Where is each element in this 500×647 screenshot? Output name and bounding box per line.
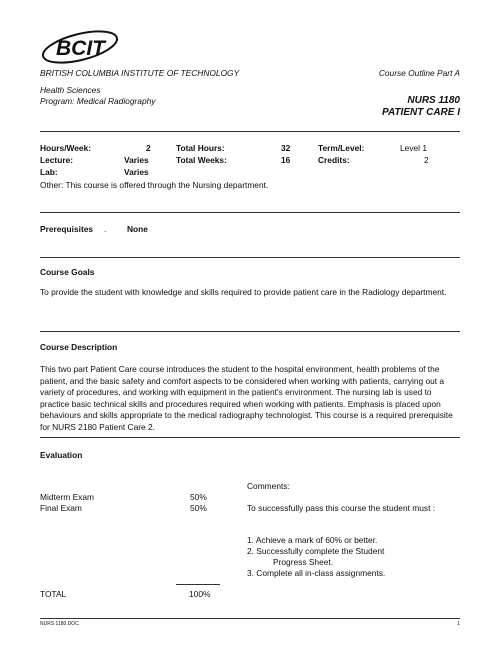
condition-2-cont: Progress Sheet. xyxy=(273,557,334,567)
final-exam-name: Final Exam xyxy=(40,503,82,513)
total-hours-value: 32 xyxy=(281,143,291,153)
description-heading: Course Description xyxy=(40,342,118,352)
goals-text: To provide the student with knowledge and skills required to provide patient care in the Radiology department. xyxy=(40,287,447,297)
total-value: 100% xyxy=(189,589,211,599)
condition-2: 2. Successfully complete the Student xyxy=(247,546,385,556)
prerequisites-value: None xyxy=(127,224,148,234)
prerequisites-dot: . xyxy=(104,224,107,234)
course-name: PATIENT CARE I xyxy=(382,107,460,118)
lecture-label: Lecture: xyxy=(40,155,74,165)
hours-week-label: Hours/Week: xyxy=(40,143,92,153)
credits-value: 2 xyxy=(424,155,429,165)
final-exam-weight: 50% xyxy=(190,503,207,513)
other-note: Other: This course is offered through the Nursing department. xyxy=(40,180,269,190)
lab-label: Lab: xyxy=(40,167,58,177)
description-divider xyxy=(40,437,460,438)
course-code: NURS 1180 xyxy=(407,95,460,106)
description-text: This two part Patient Care course introduces the student to the hospital environment, health problems of the patient, and the basic safety and comfort aspects to be considered when working with patients, carrying out a variety of procedures, and working with equipment in the patient's environment. The nursing lab is used to practice basic technical skills and procedures required when working with patients. Emphasis is placed upon behaviours and skills appropriate to the medical radiography technologist. This course is a required prerequisite for NURS 2180 Patient Care 2. xyxy=(40,364,453,432)
total-hours-label: Total Hours: xyxy=(176,143,225,153)
footer-filename: NURS 1180.DOC xyxy=(40,621,79,627)
total-label: TOTAL xyxy=(40,589,67,599)
header-divider xyxy=(40,131,460,132)
prerequisites-label: Prerequisites xyxy=(40,224,94,234)
outline-part: Course Outline Part A xyxy=(378,68,460,78)
midterm-exam-name: Midterm Exam xyxy=(40,492,94,502)
term-level-value: Level 1 xyxy=(400,143,428,153)
institute-name: BRITISH COLUMBIA INSTITUTE OF TECHNOLOGY xyxy=(40,68,240,78)
evaluation-heading: Evaluation xyxy=(40,450,83,460)
footer-divider xyxy=(40,618,460,619)
info-divider xyxy=(40,212,460,213)
midterm-exam-weight: 50% xyxy=(190,492,207,502)
condition-3: 3. Complete all in-class assignments. xyxy=(247,568,386,578)
credits-label: Credits: xyxy=(318,155,350,165)
goals-divider xyxy=(40,331,460,332)
total-rule xyxy=(176,584,220,585)
condition-1: 1. Achieve a mark of 60% or better. xyxy=(247,535,378,545)
school-name: Health Sciences xyxy=(40,85,101,95)
total-weeks-label: Total Weeks: xyxy=(176,155,227,165)
comments-heading: Comments: xyxy=(247,481,290,491)
term-level-label: Term/Level: xyxy=(318,143,365,153)
program-name: Program: Medical Radiography xyxy=(40,96,156,106)
hours-week-value: 2 xyxy=(146,143,151,153)
total-weeks-value: 16 xyxy=(281,155,291,165)
bcit-logo xyxy=(40,28,122,64)
goals-heading: Course Goals xyxy=(40,267,95,277)
lecture-value: Varies xyxy=(124,155,149,165)
logo-text: BCIT xyxy=(56,37,105,60)
comments-intro: To successfully pass this course the student must : xyxy=(247,503,436,513)
page-number: 1 xyxy=(457,621,460,627)
lab-value: Varies xyxy=(124,167,149,177)
prereq-divider xyxy=(40,257,460,258)
